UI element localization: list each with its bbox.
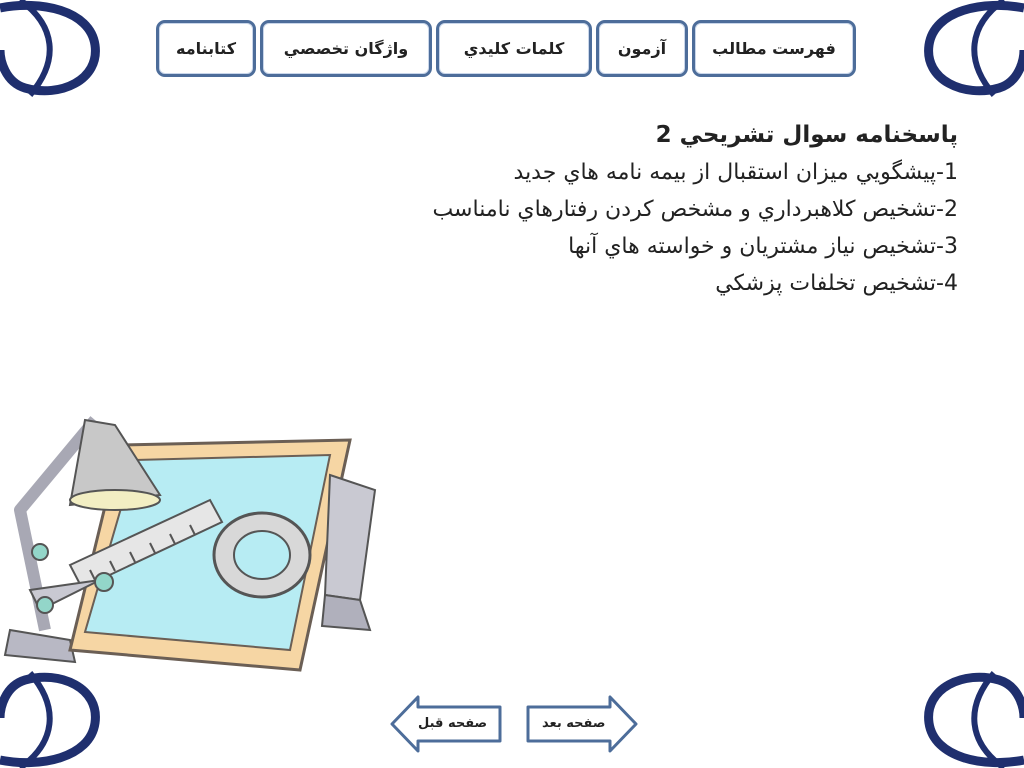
answer-content (338, 122, 958, 308)
corner-ornament-top-right (904, 0, 1024, 100)
next-page-label: صفحه بعد (542, 716, 606, 731)
previous-page-button[interactable] (390, 695, 502, 753)
answer-line-2: 2-تشخيص كلاهبرداري و مشخص كردن رفتارهاي نامناسب (432, 197, 958, 222)
nav-table-of-contents-button[interactable]: فهرست مطالب (692, 20, 856, 77)
nav-quiz-button[interactable]: آزمون (596, 20, 688, 77)
corner-ornament-bottom-right (904, 668, 1024, 768)
top-navigation (156, 20, 856, 77)
drafting-table-illustration (0, 400, 380, 690)
answer-line-1: 1-پيشگويي ميزان استقبال از بيمه نامه هاي جديد (513, 160, 958, 185)
nav-keywords-button[interactable]: كلمات كليدي (436, 20, 592, 77)
nav-bibliography-button[interactable]: كتابنامه (156, 20, 256, 77)
page-title: پاسخنامه سوال تشريحي 2 (655, 122, 958, 148)
answer-line-3: 3-تشخيص نياز مشتريان و خواسته هاي آنها (568, 234, 958, 259)
answer-line-4: 4-تشخيص تخلفات پزشكي (715, 271, 958, 296)
corner-ornament-top-left (0, 0, 120, 100)
previous-page-label: صفحه قبل (418, 716, 488, 731)
nav-glossary-button[interactable]: واژگان تخصصي (260, 20, 432, 77)
next-page-button[interactable] (526, 695, 638, 753)
